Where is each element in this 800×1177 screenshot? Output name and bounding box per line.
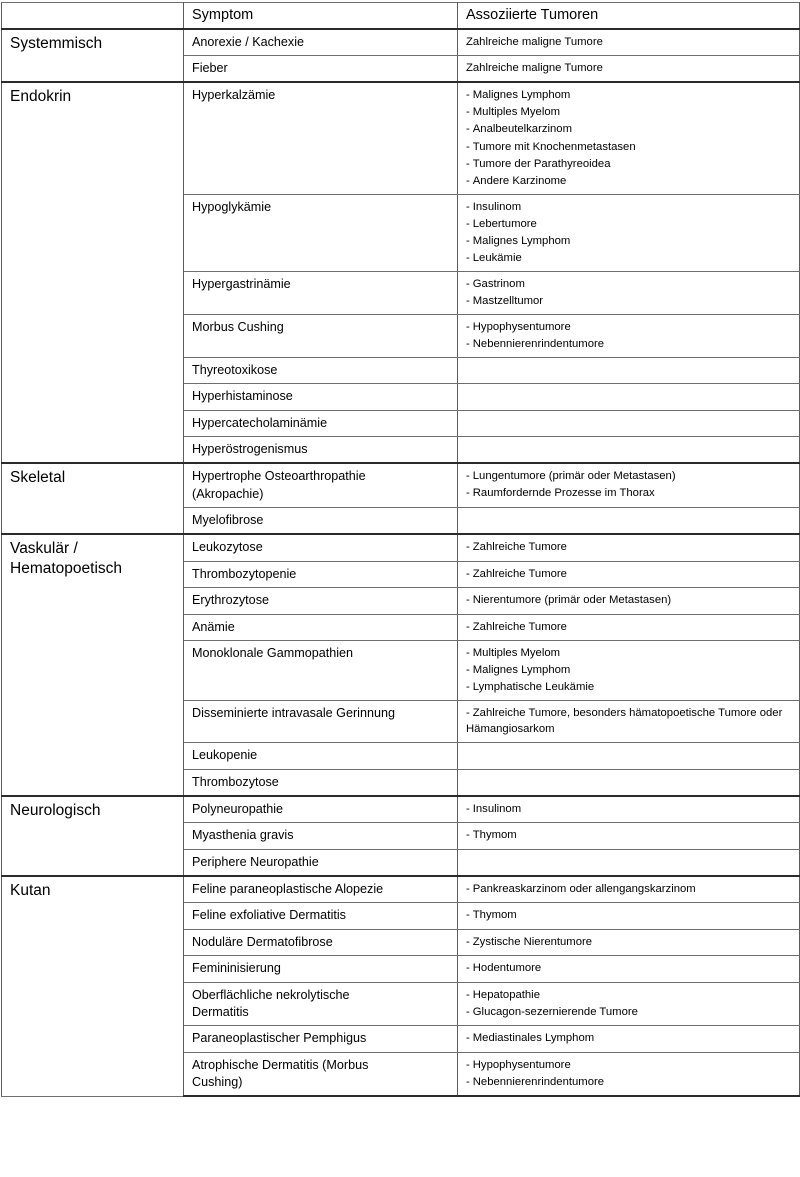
tumor-text: Hodentumore	[472, 962, 542, 975]
symptom-label-line: Disseminierte intravasale Gerinnung	[192, 706, 395, 721]
column-header-symptom: Symptom	[184, 3, 458, 29]
associated-tumors-cell	[458, 357, 800, 383]
symptom-label-line: Hyperöstrogenismus	[192, 441, 308, 456]
symptom-cell	[184, 903, 458, 929]
symptom-label-line: Noduläre Dermatofibrose	[192, 934, 333, 949]
tumor-list-item	[466, 336, 792, 352]
bullet-dash-icon: -	[466, 594, 470, 607]
symptom-label-line: Paraneoplastischer Pemphigus	[192, 1031, 367, 1046]
symptom-label-line: Leukozytose	[192, 540, 263, 555]
tumor-list	[466, 1030, 792, 1046]
symptom-label-line: Dermatitis	[192, 1004, 249, 1019]
table-row	[2, 82, 800, 194]
bullet-dash-icon: -	[466, 251, 470, 264]
bullet-dash-icon: -	[466, 883, 470, 896]
tumor-list-item	[466, 907, 792, 923]
associated-tumors-cell	[458, 1026, 800, 1052]
symptom-cell	[184, 614, 458, 640]
symptom-label-line: Leukopenie	[192, 748, 258, 763]
bullet-dash-icon: -	[466, 123, 470, 136]
tumor-list-item	[466, 881, 792, 897]
symptom-cell	[184, 29, 458, 56]
associated-tumors-cell	[458, 194, 800, 271]
symptom-cell	[184, 743, 458, 769]
tumor-list-item	[466, 104, 792, 120]
symptom-cell	[184, 314, 458, 357]
associated-tumors-cell	[458, 410, 800, 436]
paraneoplastic-syndromes-table-container	[0, 2, 800, 1097]
tumor-list-item	[466, 173, 792, 189]
symptom-label-line: Atrophische Dermatitis (Morbus	[192, 1057, 369, 1072]
associated-tumors-cell	[458, 82, 800, 194]
tumor-text: Andere Karzinome	[472, 174, 567, 187]
tumor-list	[466, 801, 792, 817]
symptom-cell	[184, 1026, 458, 1052]
bullet-dash-icon: -	[466, 681, 470, 694]
tumor-list	[466, 987, 792, 1020]
associated-tumors-cell	[458, 271, 800, 314]
tumor-text: Hypophysentumore	[472, 320, 571, 333]
category-cell: Neurologisch	[2, 796, 184, 876]
bullet-dash-icon: -	[466, 620, 470, 633]
tumor-list-item	[466, 592, 792, 608]
associated-tumors-cell	[458, 384, 800, 410]
associated-tumors-cell	[458, 508, 800, 535]
tumor-list-item	[466, 1074, 792, 1090]
associated-tumors-cell	[458, 436, 800, 463]
tumor-list	[466, 87, 792, 188]
associated-tumors-cell	[458, 463, 800, 507]
tumor-list-item	[466, 934, 792, 950]
tumor-list-item	[466, 679, 792, 695]
tumor-text: Mediastinales Lymphom	[472, 1032, 595, 1045]
tumor-text: Zahlreiche Tumore	[472, 567, 567, 580]
tumor-list-item	[466, 250, 792, 266]
symptom-cell	[184, 588, 458, 614]
associated-tumors-cell	[458, 769, 800, 796]
tumor-list-item	[466, 645, 792, 661]
tumor-text: Zahlreiche maligne Tumore	[466, 62, 603, 75]
symptom-cell	[184, 849, 458, 876]
symptom-cell	[184, 769, 458, 796]
tumor-text: Raumfordernde Prozesse im Thorax	[472, 487, 655, 500]
tumor-text: Nebennierenrindentumore	[472, 1075, 605, 1088]
symptom-cell	[184, 956, 458, 982]
symptom-label-line: Hypoglykämie	[192, 199, 272, 214]
tumor-list-item	[466, 987, 792, 1003]
tumor-list-item	[466, 827, 792, 843]
bullet-dash-icon: -	[466, 909, 470, 922]
associated-tumors-cell	[458, 823, 800, 849]
paraneoplastic-syndromes-table	[1, 2, 800, 1097]
symptom-cell	[184, 357, 458, 383]
bullet-dash-icon: -	[466, 962, 470, 975]
bullet-dash-icon: -	[466, 935, 470, 948]
tumor-list-item	[466, 662, 792, 678]
tumor-text: Nebennierenrindentumore	[472, 337, 605, 350]
tumor-text: Nierentumore (primär oder Metastasen)	[472, 594, 672, 607]
symptom-label-line: Anämie	[192, 619, 235, 634]
symptom-label-line: Hyperhistaminose	[192, 389, 293, 404]
tumor-text: Multiples Myelom	[472, 106, 561, 119]
tumor-text: Thymom	[472, 829, 517, 842]
tumor-text: Hypophysentumore	[472, 1058, 571, 1071]
associated-tumors-cell	[458, 314, 800, 357]
symptom-label-line: Myelofibrose	[192, 513, 264, 528]
tumor-text: Malignes Lymphom	[472, 89, 571, 102]
tumor-text: Multiples Myelom	[472, 646, 561, 659]
tumor-text: Zahlreiche Tumore	[472, 620, 567, 633]
associated-tumors-cell	[458, 956, 800, 982]
tumor-list-item	[466, 87, 792, 103]
bullet-dash-icon: -	[466, 470, 470, 483]
tumor-text: Malignes Lymphom	[472, 664, 571, 677]
category-label-line: Vaskulär /	[10, 540, 78, 558]
bullet-dash-icon: -	[466, 707, 470, 720]
bullet-dash-icon: -	[466, 988, 470, 1001]
bullet-dash-icon: -	[466, 200, 470, 213]
tumor-text: Zahlreiche Tumore	[472, 541, 567, 554]
tumor-list	[466, 468, 792, 501]
table-row	[2, 534, 800, 561]
symptom-cell	[184, 463, 458, 507]
bullet-dash-icon: -	[466, 1075, 470, 1088]
tumor-text: Lymphatische Leukämie	[472, 681, 595, 694]
symptom-label-line: Hyperkalzämie	[192, 88, 276, 103]
symptom-cell	[184, 1052, 458, 1096]
bullet-dash-icon: -	[466, 541, 470, 554]
category-cell: Kutan	[2, 876, 184, 1096]
associated-tumors-cell	[458, 1052, 800, 1096]
tumor-list-item	[466, 156, 792, 172]
bullet-dash-icon: -	[466, 1005, 470, 1018]
bullet-dash-icon: -	[466, 664, 470, 677]
symptom-label-line: Polyneuropathie	[192, 801, 284, 816]
associated-tumors-cell	[458, 743, 800, 769]
tumor-text: Pankreaskarzinom oder allengangskarzinom	[472, 883, 696, 896]
symptom-cell	[184, 534, 458, 561]
symptom-label-line: Cushing)	[192, 1075, 243, 1090]
tumor-list	[466, 199, 792, 266]
symptom-cell	[184, 823, 458, 849]
table-body	[2, 29, 800, 1097]
symptom-label-line: (Akropachie)	[192, 486, 264, 501]
table-header-row	[2, 3, 800, 29]
symptom-cell	[184, 982, 458, 1026]
symptom-label-line: Morbus Cushing	[192, 319, 284, 334]
symptom-label-line: Feline paraneoplastische Alopezie	[192, 882, 384, 897]
associated-tumors-cell	[458, 56, 800, 83]
tumor-text: Zahlreiche maligne Tumore	[466, 35, 603, 48]
tumor-list-item	[466, 960, 792, 976]
tumor-list-item	[466, 216, 792, 232]
tumor-list-item	[466, 319, 792, 335]
category-cell: Systemmisch	[2, 29, 184, 83]
symptom-label-line: Hypercatecholaminämie	[192, 415, 328, 430]
tumor-text: Tumore der Parathyreoidea	[472, 157, 611, 170]
tumor-text: Hepatopathie	[472, 988, 540, 1001]
category-cell: Skeletal	[2, 463, 184, 534]
bullet-dash-icon: -	[466, 802, 470, 815]
associated-tumors-cell	[458, 876, 800, 903]
tumor-list-item	[466, 705, 792, 737]
tumor-list	[466, 539, 792, 555]
bullet-dash-icon: -	[466, 89, 470, 102]
symptom-cell	[184, 796, 458, 823]
associated-tumors-cell	[458, 982, 800, 1026]
tumor-text: Thymom	[472, 909, 517, 922]
table-header	[2, 3, 800, 29]
tumor-list-item	[466, 485, 792, 501]
symptom-label-line: Thrombozytose	[192, 774, 279, 789]
tumor-list-item	[466, 1030, 792, 1046]
bullet-dash-icon: -	[466, 487, 470, 500]
symptom-label-line: Fieber	[192, 61, 228, 76]
tumor-text: Zystische Nierentumore	[472, 935, 593, 948]
symptom-label-line: Feline exfoliative Dermatitis	[192, 908, 346, 923]
symptom-label-line: Hypergastrinämie	[192, 276, 291, 291]
tumor-list	[466, 960, 792, 976]
tumor-list	[466, 907, 792, 923]
symptom-label-line: Periphere Neuropathie	[192, 854, 319, 869]
symptom-cell	[184, 640, 458, 700]
category-cell: Endokrin	[2, 82, 184, 463]
symptom-label-line: Thrombozytopenie	[192, 566, 297, 581]
symptom-label-line: Femininisierung	[192, 961, 281, 976]
tumor-text: Lungentumore (primär oder Metastasen)	[472, 470, 676, 483]
symptom-cell	[184, 384, 458, 410]
tumor-list-item	[466, 539, 792, 555]
associated-tumors-cell	[458, 903, 800, 929]
symptom-label-line: Monoklonale Gammopathien	[192, 645, 354, 660]
tumor-text: Insulinom	[472, 200, 522, 213]
tumor-text: Malignes Lymphom	[472, 234, 571, 247]
tumor-list-item	[466, 1057, 792, 1073]
symptom-label-line: Erythrozytose	[192, 593, 269, 608]
tumor-text: Tumore mit Knochenmetastasen	[472, 140, 636, 153]
bullet-dash-icon: -	[466, 157, 470, 170]
bullet-dash-icon: -	[466, 829, 470, 842]
bullet-dash-icon: -	[466, 174, 470, 187]
tumor-list	[466, 319, 792, 352]
tumor-list-item	[466, 199, 792, 215]
tumor-text: Mastzelltumor	[472, 294, 544, 307]
bullet-dash-icon: -	[466, 234, 470, 247]
tumor-list	[466, 705, 792, 737]
category-label-line: Hematopoetisch	[10, 559, 123, 577]
symptom-cell	[184, 56, 458, 83]
bullet-dash-icon: -	[466, 217, 470, 230]
symptom-cell	[184, 508, 458, 535]
tumor-list-item	[466, 233, 792, 249]
tumor-list	[466, 619, 792, 635]
associated-tumors-cell	[458, 534, 800, 561]
tumor-list-item	[466, 801, 792, 817]
tumor-text: Insulinom	[472, 802, 522, 815]
tumor-list	[466, 1057, 792, 1090]
bullet-dash-icon: -	[466, 320, 470, 333]
bullet-dash-icon: -	[466, 294, 470, 307]
symptom-cell	[184, 410, 458, 436]
symptom-label-line: Thyreotoxikose	[192, 362, 278, 377]
associated-tumors-cell	[458, 929, 800, 955]
column-header-tumors: Assoziierte Tumoren	[458, 3, 800, 29]
symptom-cell	[184, 929, 458, 955]
tumor-list	[466, 645, 792, 695]
symptom-cell	[184, 271, 458, 314]
tumor-list	[466, 592, 792, 608]
column-header-category	[2, 3, 184, 29]
tumor-list	[466, 566, 792, 582]
tumor-text: Gastrinom	[472, 277, 525, 290]
tumor-list-item	[466, 139, 792, 155]
tumor-list-item	[466, 293, 792, 309]
bullet-dash-icon: -	[466, 646, 470, 659]
table-row	[2, 796, 800, 823]
category-cell	[2, 534, 184, 795]
tumor-list	[466, 276, 792, 309]
symptom-cell	[184, 194, 458, 271]
tumor-list-item	[466, 619, 792, 635]
associated-tumors-cell	[458, 701, 800, 743]
associated-tumors-cell	[458, 640, 800, 700]
bullet-dash-icon: -	[466, 106, 470, 119]
tumor-list	[466, 881, 792, 897]
tumor-list	[466, 934, 792, 950]
tumor-list-item	[466, 1004, 792, 1020]
symptom-label-line: Myasthenia gravis	[192, 828, 294, 843]
bullet-dash-icon: -	[466, 277, 470, 290]
bullet-dash-icon: -	[466, 140, 470, 153]
table-row	[2, 463, 800, 507]
bullet-dash-icon: -	[466, 337, 470, 350]
tumor-text: Lebertumore	[472, 217, 537, 230]
bullet-dash-icon: -	[466, 1032, 470, 1045]
table-row	[2, 876, 800, 903]
bullet-dash-icon: -	[466, 1058, 470, 1071]
associated-tumors-cell	[458, 29, 800, 56]
tumor-list-item	[466, 121, 792, 137]
tumor-list-item	[466, 276, 792, 292]
symptom-cell	[184, 436, 458, 463]
tumor-text: Zahlreiche Tumore, besonders hämatopoetische Tumore oder Hämangiosarkom	[466, 707, 783, 736]
symptom-label-line: Oberflächliche nekrolytische	[192, 987, 350, 1002]
symptom-label-line: Hypertrophe Osteoarthropathie	[192, 469, 366, 484]
tumor-text: Leukämie	[472, 251, 522, 264]
symptom-cell	[184, 701, 458, 743]
tumor-list-item	[466, 566, 792, 582]
tumor-text: Glucagon-sezernierende Tumore	[472, 1005, 638, 1018]
associated-tumors-cell	[458, 588, 800, 614]
associated-tumors-cell	[458, 796, 800, 823]
symptom-cell	[184, 876, 458, 903]
tumor-text: Analbeutelkarzinom	[472, 123, 572, 136]
tumor-list	[466, 827, 792, 843]
associated-tumors-cell	[458, 849, 800, 876]
bullet-dash-icon: -	[466, 567, 470, 580]
associated-tumors-cell	[458, 614, 800, 640]
symptom-cell	[184, 82, 458, 194]
symptom-cell	[184, 561, 458, 587]
associated-tumors-cell	[458, 561, 800, 587]
tumor-list-item	[466, 468, 792, 484]
table-row	[2, 29, 800, 56]
symptom-label-line: Anorexie / Kachexie	[192, 34, 305, 49]
